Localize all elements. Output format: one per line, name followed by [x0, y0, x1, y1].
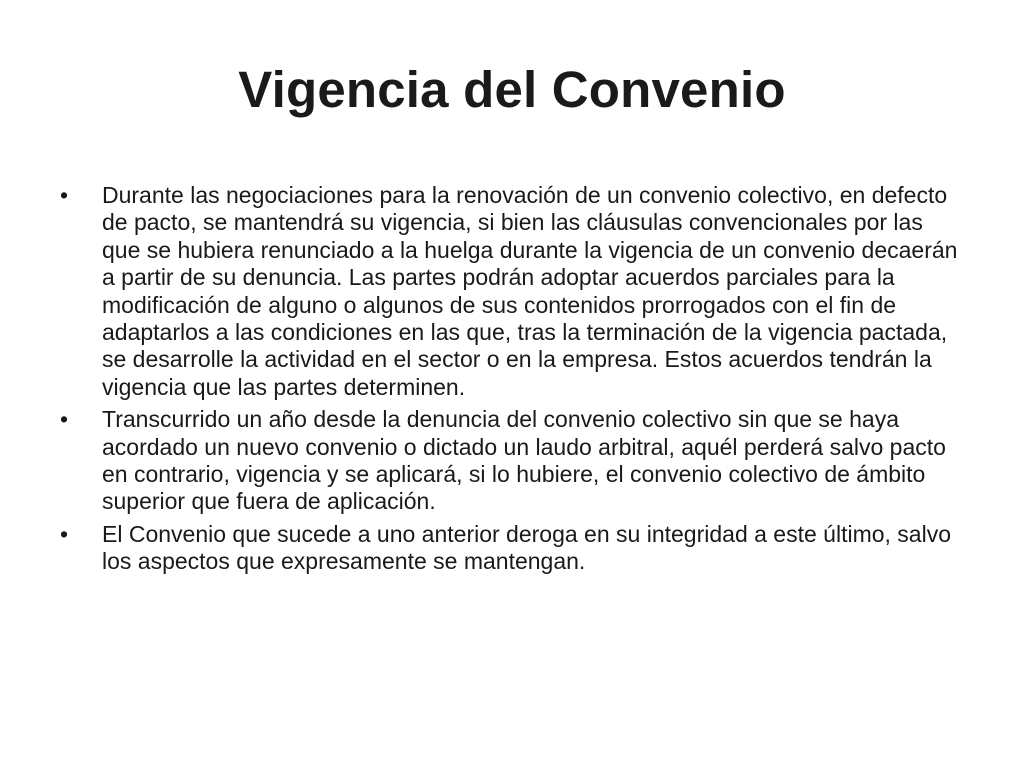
bullet-icon: • — [60, 406, 69, 433]
bullet-list — [60, 182, 965, 581]
bullet-icon: • — [60, 182, 69, 208]
bullet-text: Durante las negociaciones para la renovación de un convenio colectivo, en defecto de pacto, se mantendrá su vigencia, si bien las cláusulas convencionales por las que se hubiera renunciado a la huelga durante la vigencia de un convenio decaerán a partir de su denuncia. Las partes podrán adoptar acuerdos parciales para la modificación de alguno o algunos de sus contenidos prorrogados con el fin de adaptarlos a las condiciones en las que, tras la terminación de la vigencia pactada, se desarrolle la actividad en el sector o en la empresa. Estos acuerdos tendrán la vigencia que las partes determinen. — [102, 182, 958, 400]
bullet-icon: • — [60, 520, 69, 547]
bullet-text: Transcurrido un año desde la denuncia del convenio colectivo sin que se haya acordado un nuevo convenio o dictado un laudo arbitral, aquél perderá salvo pacto en contrario, vigencia y se aplicará, si lo hubiere, el convenio colectivo de ámbito superior que fuera de aplicación. — [102, 406, 946, 515]
bullet-item — [60, 521, 965, 576]
bullet-item — [60, 182, 965, 401]
bullet-item — [60, 406, 965, 516]
slide-title: Vigencia del Convenio — [238, 61, 786, 118]
bullet-text: El Convenio que sucede a uno anterior deroga en su integridad a este último, salvo los aspectos que expresamente se mantengan. — [102, 520, 951, 575]
